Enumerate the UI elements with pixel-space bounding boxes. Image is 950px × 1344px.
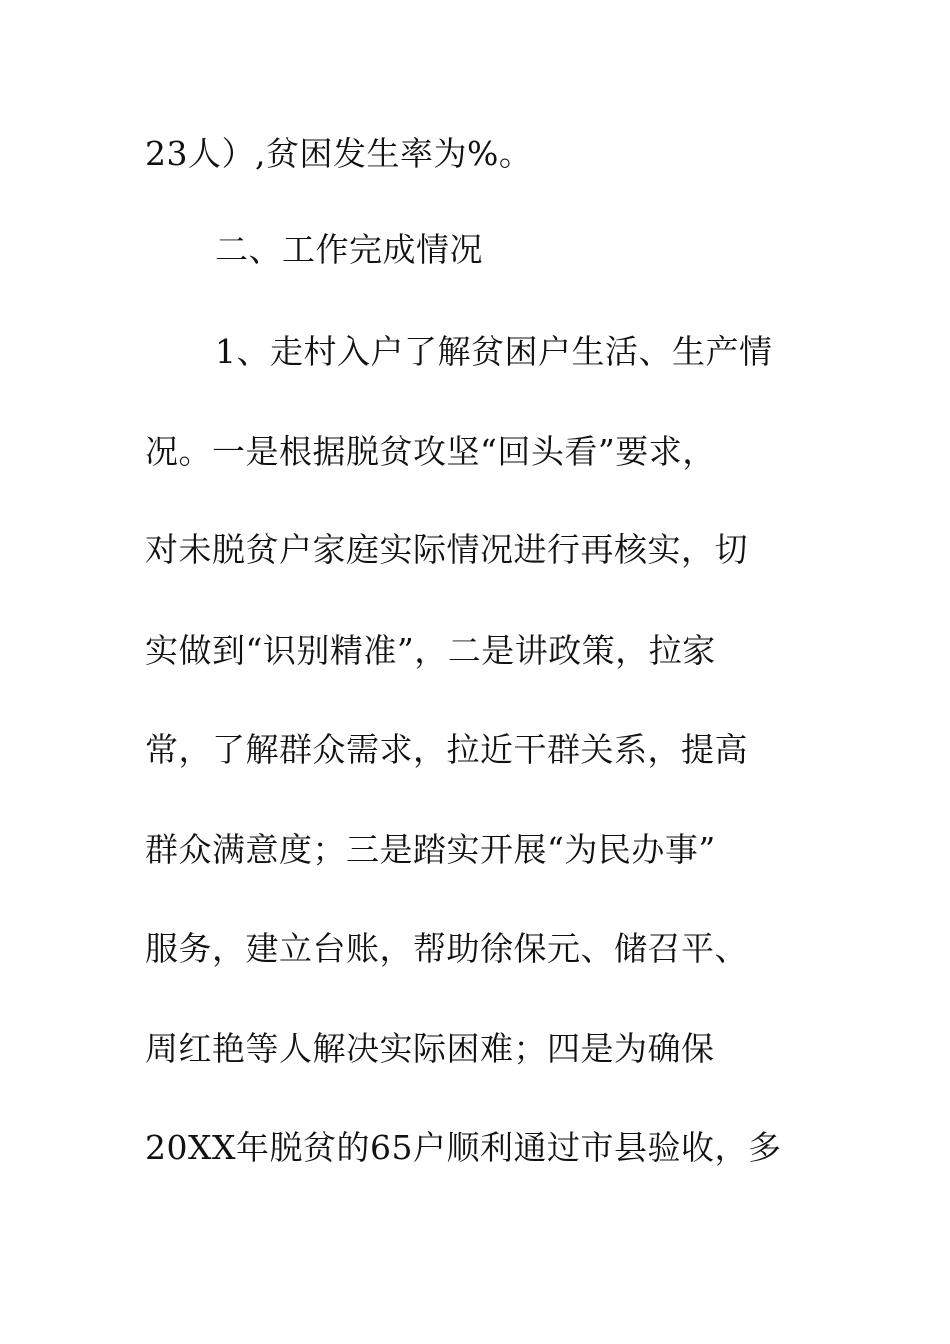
section-heading: 二、工作完成情况 — [215, 230, 483, 269]
paragraph-line: 服务，建立台账，帮助徐保元、储召平、 — [145, 929, 748, 968]
paragraph-line: 对未脱贫户家庭实际情况进行再核实，切 — [145, 530, 748, 569]
paragraph-line: 常，了解群众需求，拉近干群关系，提高 — [145, 730, 748, 769]
paragraph-line: 群众满意度；三是踏实开展“为民办事” — [145, 830, 716, 869]
paragraph-line: 23人）,贫困发生率为%。 — [145, 134, 533, 173]
paragraph-line: 20XX年脱贫的65户顺利通过市县验收，多 — [145, 1128, 782, 1167]
paragraph-line: 周红艳等人解决实际困难；四是为确保 — [145, 1029, 715, 1068]
paragraph-line: 1、走村入户了解贫困户生活、生产情 — [215, 332, 773, 371]
paragraph-line: 实做到“识别精准”，二是讲政策，拉家 — [145, 631, 716, 670]
paragraph-line: 况。一是根据脱贫攻坚“回头看”要求， — [145, 432, 716, 471]
